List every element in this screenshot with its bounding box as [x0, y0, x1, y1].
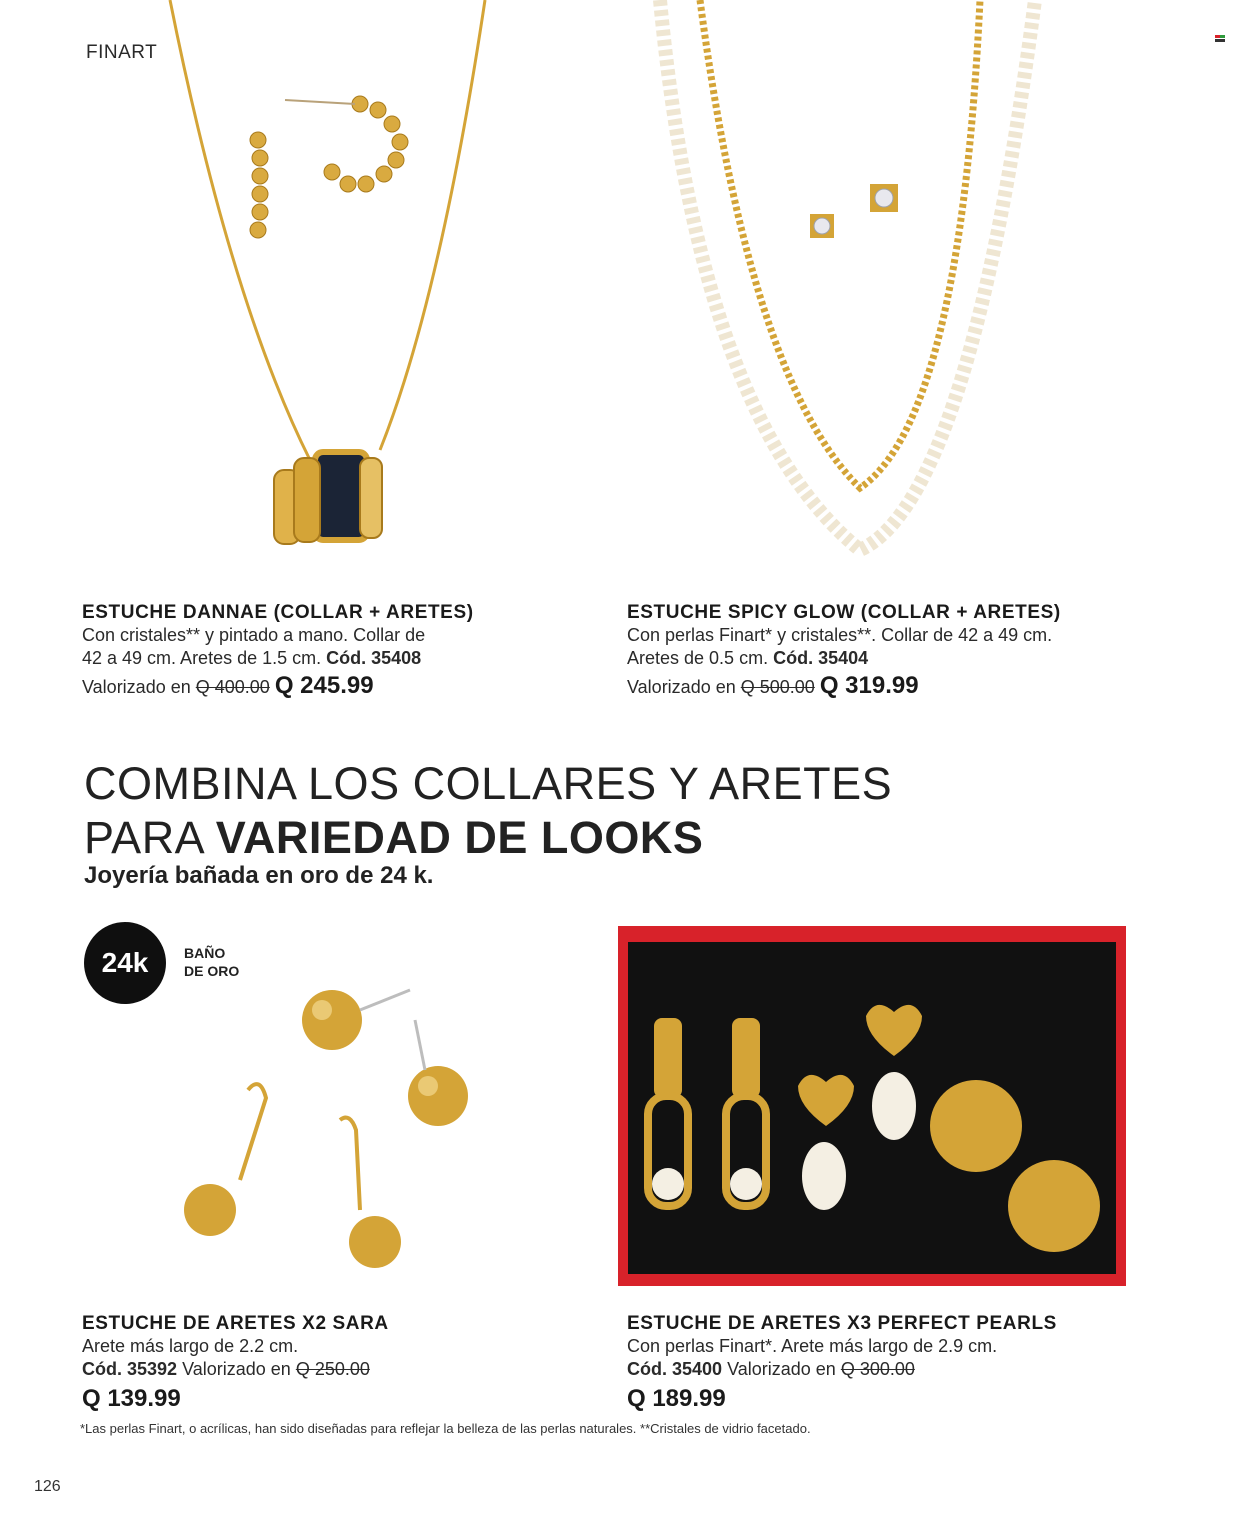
product-code-line	[82, 1358, 389, 1381]
product-description: Arete más largo de 2.2 cm.	[82, 1336, 299, 1356]
price: Q 319.99	[819, 672, 919, 699]
product-description-2: 42 a 49 cm. Aretes de 1.5 cm. Cód. 35408	[82, 648, 422, 668]
price-line	[627, 674, 1061, 699]
price: Q 245.99	[274, 672, 374, 699]
product-title: ESTUCHE DE ARETES X3 PERFECT PEARLS	[627, 1313, 1057, 1334]
product-description: Con perlas Finart* y cristales**. Collar de 42 a 49 cm.	[627, 625, 1053, 645]
valued-label: Valorizado en	[82, 677, 191, 697]
valued-label: Valorizado en	[627, 677, 736, 697]
product-description: Con cristales** y pintado a mano. Collar de	[82, 625, 426, 645]
headline-line-2: PARA VARIEDAD DE LOOKS	[84, 812, 704, 863]
headline-subtitle: Joyería bañada en oro de 24 k.	[84, 862, 434, 889]
gold-24k-badge: 24k	[84, 922, 166, 1004]
price-line	[82, 674, 474, 699]
product-info-dannae	[82, 602, 474, 699]
headline-line-1: COMBINA LOS COLLARES Y ARETES	[84, 758, 893, 809]
valued-label: Valorizado en	[182, 1359, 291, 1379]
product-code: Cód. 35408	[326, 648, 422, 668]
product-photo-dannae	[150, 0, 510, 560]
product-code: Cód. 35400	[627, 1359, 723, 1379]
product-photo-sara	[170, 980, 520, 1280]
product-code: Cód. 35404	[773, 648, 869, 668]
product-description-2: Aretes de 0.5 cm. Cód. 35404	[627, 648, 869, 668]
badge-caption: BAÑO DE ORO	[184, 945, 240, 979]
valued-label: Valorizado en	[727, 1359, 836, 1379]
product-info-perfect-pearls	[627, 1313, 1057, 1413]
old-price: Q 250.00	[295, 1359, 370, 1379]
product-photo-spicy-glow	[640, 0, 1060, 580]
product-title: ESTUCHE SPICY GLOW (COLLAR + ARETES)	[627, 602, 1061, 623]
footnote: *Las perlas Finart, o acrílicas, han sido diseñadas para reflejar la belleza de las perlas naturales. **Cristales de vidrio facetado.	[80, 1421, 811, 1436]
product-title: ESTUCHE DE ARETES X2 SARA	[82, 1313, 389, 1334]
product-description: Con perlas Finart*. Arete más largo de 2.9 cm.	[627, 1336, 998, 1356]
product-code-line	[627, 1358, 1057, 1381]
product-photo-perfect-pearls	[618, 926, 1128, 1288]
price: Q 189.99	[627, 1385, 726, 1412]
old-price: Q 500.00	[740, 677, 815, 697]
old-price: Q 400.00	[195, 677, 270, 697]
product-code: Cód. 35392	[82, 1359, 178, 1379]
product-info-sara	[82, 1313, 389, 1413]
old-price: Q 300.00	[840, 1359, 915, 1379]
headline	[84, 757, 892, 865]
product-info-spicy-glow	[627, 602, 1061, 699]
brand-name: FINART	[86, 42, 158, 63]
price: Q 139.99	[82, 1385, 181, 1412]
page-number: 126	[34, 1478, 61, 1495]
product-title: ESTUCHE DANNAE (COLLAR + ARETES)	[82, 602, 474, 623]
corner-mark-icon	[1215, 30, 1225, 38]
